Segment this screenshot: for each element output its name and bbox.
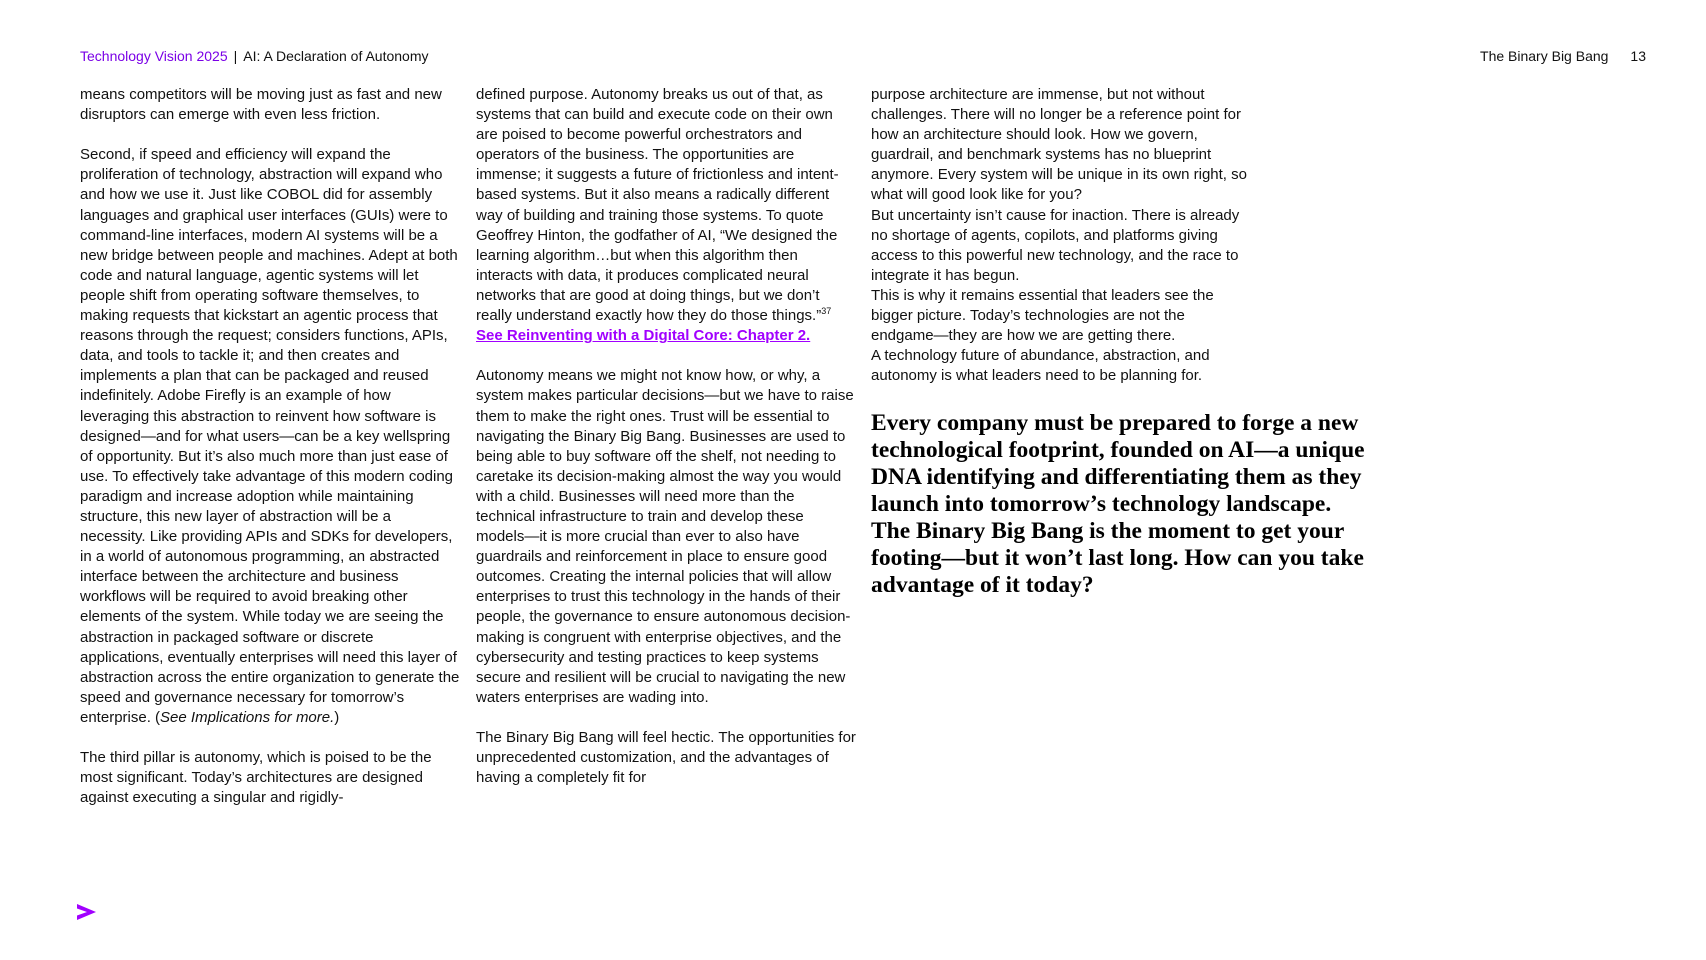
paragraph-hinton — [476, 85, 856, 346]
page-header — [80, 46, 1646, 66]
body-column-3 — [871, 85, 1251, 386]
accenture-chevron-icon — [75, 900, 99, 924]
paragraph: means competitors will be moving just as fast and new disruptors can emerge with even less friction. — [80, 86, 442, 124]
body-column-1 — [80, 85, 460, 808]
paragraph: A technology future of abundance, abstraction, and autonomy is what leaders need to be planning for. — [871, 347, 1210, 385]
body-column-2 — [476, 85, 856, 788]
header-left — [80, 46, 429, 66]
section-title: The Binary Big Bang — [1480, 48, 1609, 64]
paragraph-trust: Autonomy means we might not know how, or why, a system makes particular decisions—but we have to raise them to make the right ones. Trust will be essential to navigating the Binary Big Bang. Businesses are used to being able to buy software off the shelf, not needing to caretake its decision-making almost the way you would with a child. Businesses will need more than the technical infrastructure to train and develop these models—it is more crucial than ever to also have guardrails and reinforcement in place to ensure good outcomes. Creating the internal policies that will allow enterprises to trust this technology in the hands of their people, the governance to ensure autonomous decision-making is congruent with enterprise objectives, and the cybersecurity and testing practices to keep systems secure and resilient will be crucial to navigating the new waters enterprises are wading into. — [476, 367, 854, 706]
paragraph-close: ) — [334, 708, 340, 726]
cross-reference: See Implications for more. — [160, 708, 335, 726]
report-subtitle: AI: A Declaration of Autonomy — [243, 48, 429, 64]
page-number: 13 — [1630, 48, 1646, 64]
paragraph-autonomy: The third pillar is autonomy, which is poised to be the most significant. Today’s architectures are designed against executing a singular and rigidly- — [80, 749, 432, 807]
header-right — [1480, 46, 1646, 66]
paragraph-text: defined purpose. Autonomy breaks us out of that, as systems that can build and execute code on their own are poised to become powerful orchestrators and operators of the business. The opportunities are immense; it suggests a future of frictionless and intent-based systems. But it also means a radically different way of building and training those systems. To quote Geoffrey Hinton, the godfather of AI, “We designed the learning algorithm…but when this algorithm then interacts with data, it produces complicated neural networks that are good at doing things, but we don’t really understand exactly how they do those things.” — [476, 86, 839, 325]
digital-core-link[interactable]: See Reinventing with a Digital Core: Chapter 2. — [476, 327, 811, 345]
paragraph: But uncertainty isn’t cause for inaction. There is already no shortage of agents, copilots, and platforms giving access to this powerful new technology, and the race to integrate it has begun. — [871, 206, 1240, 284]
pull-quote: Every company must be prepared to forge a new technological footprint, founded on AI—a unique DNA identifying and differentiating them as they launch into tomorrow’s technology landscape. The Binary Big Bang is the moment to get your footing—but it won’t last long. How can you take advantage of it today? — [871, 410, 1365, 598]
header-separator: | — [233, 48, 238, 64]
footnote-marker: 37 — [821, 306, 832, 317]
paragraph-abstraction — [80, 145, 460, 728]
paragraph-hectic: The Binary Big Bang will feel hectic. The opportunities for unprecedented customization, and the advantages of having a completely fit for — [476, 729, 856, 787]
paragraph: purpose architecture are immense, but not without challenges. There will no longer be a reference point for how an architecture should look. How we govern, guardrail, and benchmark systems has no blueprint anymore. Every system will be unique in its own right, so what will good look like for you? — [871, 86, 1247, 204]
report-title: Technology Vision 2025 — [80, 48, 228, 64]
paragraph-text: Second, if speed and efficiency will expand the proliferation of technology, abstraction will expand who and how we use it. Just like COBOL did for assembly languages and graphical user interfaces (GUIs) were to command-line interfaces, modern AI systems will be a new bridge between people and machines. Adept at both code and natural language, agentic systems will let people shift from operating software themselves, to making requests that kickstart an agentic process that reasons through the request; considers functions, APIs, data, and tools to tackle it; and then creates and implements a plan that can be packaged and reused indefinitely. Adobe Firefly is an example of how leveraging this abstraction to reinvent how software is designed—and for what users—can be a key wellspring of opportunity. But it’s also much more than just ease of use. To effectively take advantage of this modern coding paradigm and increase adoption while maintaining structure, this new layer of abstraction will be a necessity. Like providing APIs and SDKs for developers, in a world of autonomous programming, an abstracted interface between the architecture and business workflows will be required to avoid breaking other elements of the system. While today we are seeing the abstraction in packaged software or discrete applications, eventually enterprises will need this layer of abstraction across the entire organization to generate the speed and governance necessary for tomorrow’s enterprise. ( — [80, 146, 460, 726]
paragraph: This is why it remains essential that leaders see the bigger picture. Today’s technologies are not the endgame—they are how we are getting there. — [871, 286, 1214, 345]
